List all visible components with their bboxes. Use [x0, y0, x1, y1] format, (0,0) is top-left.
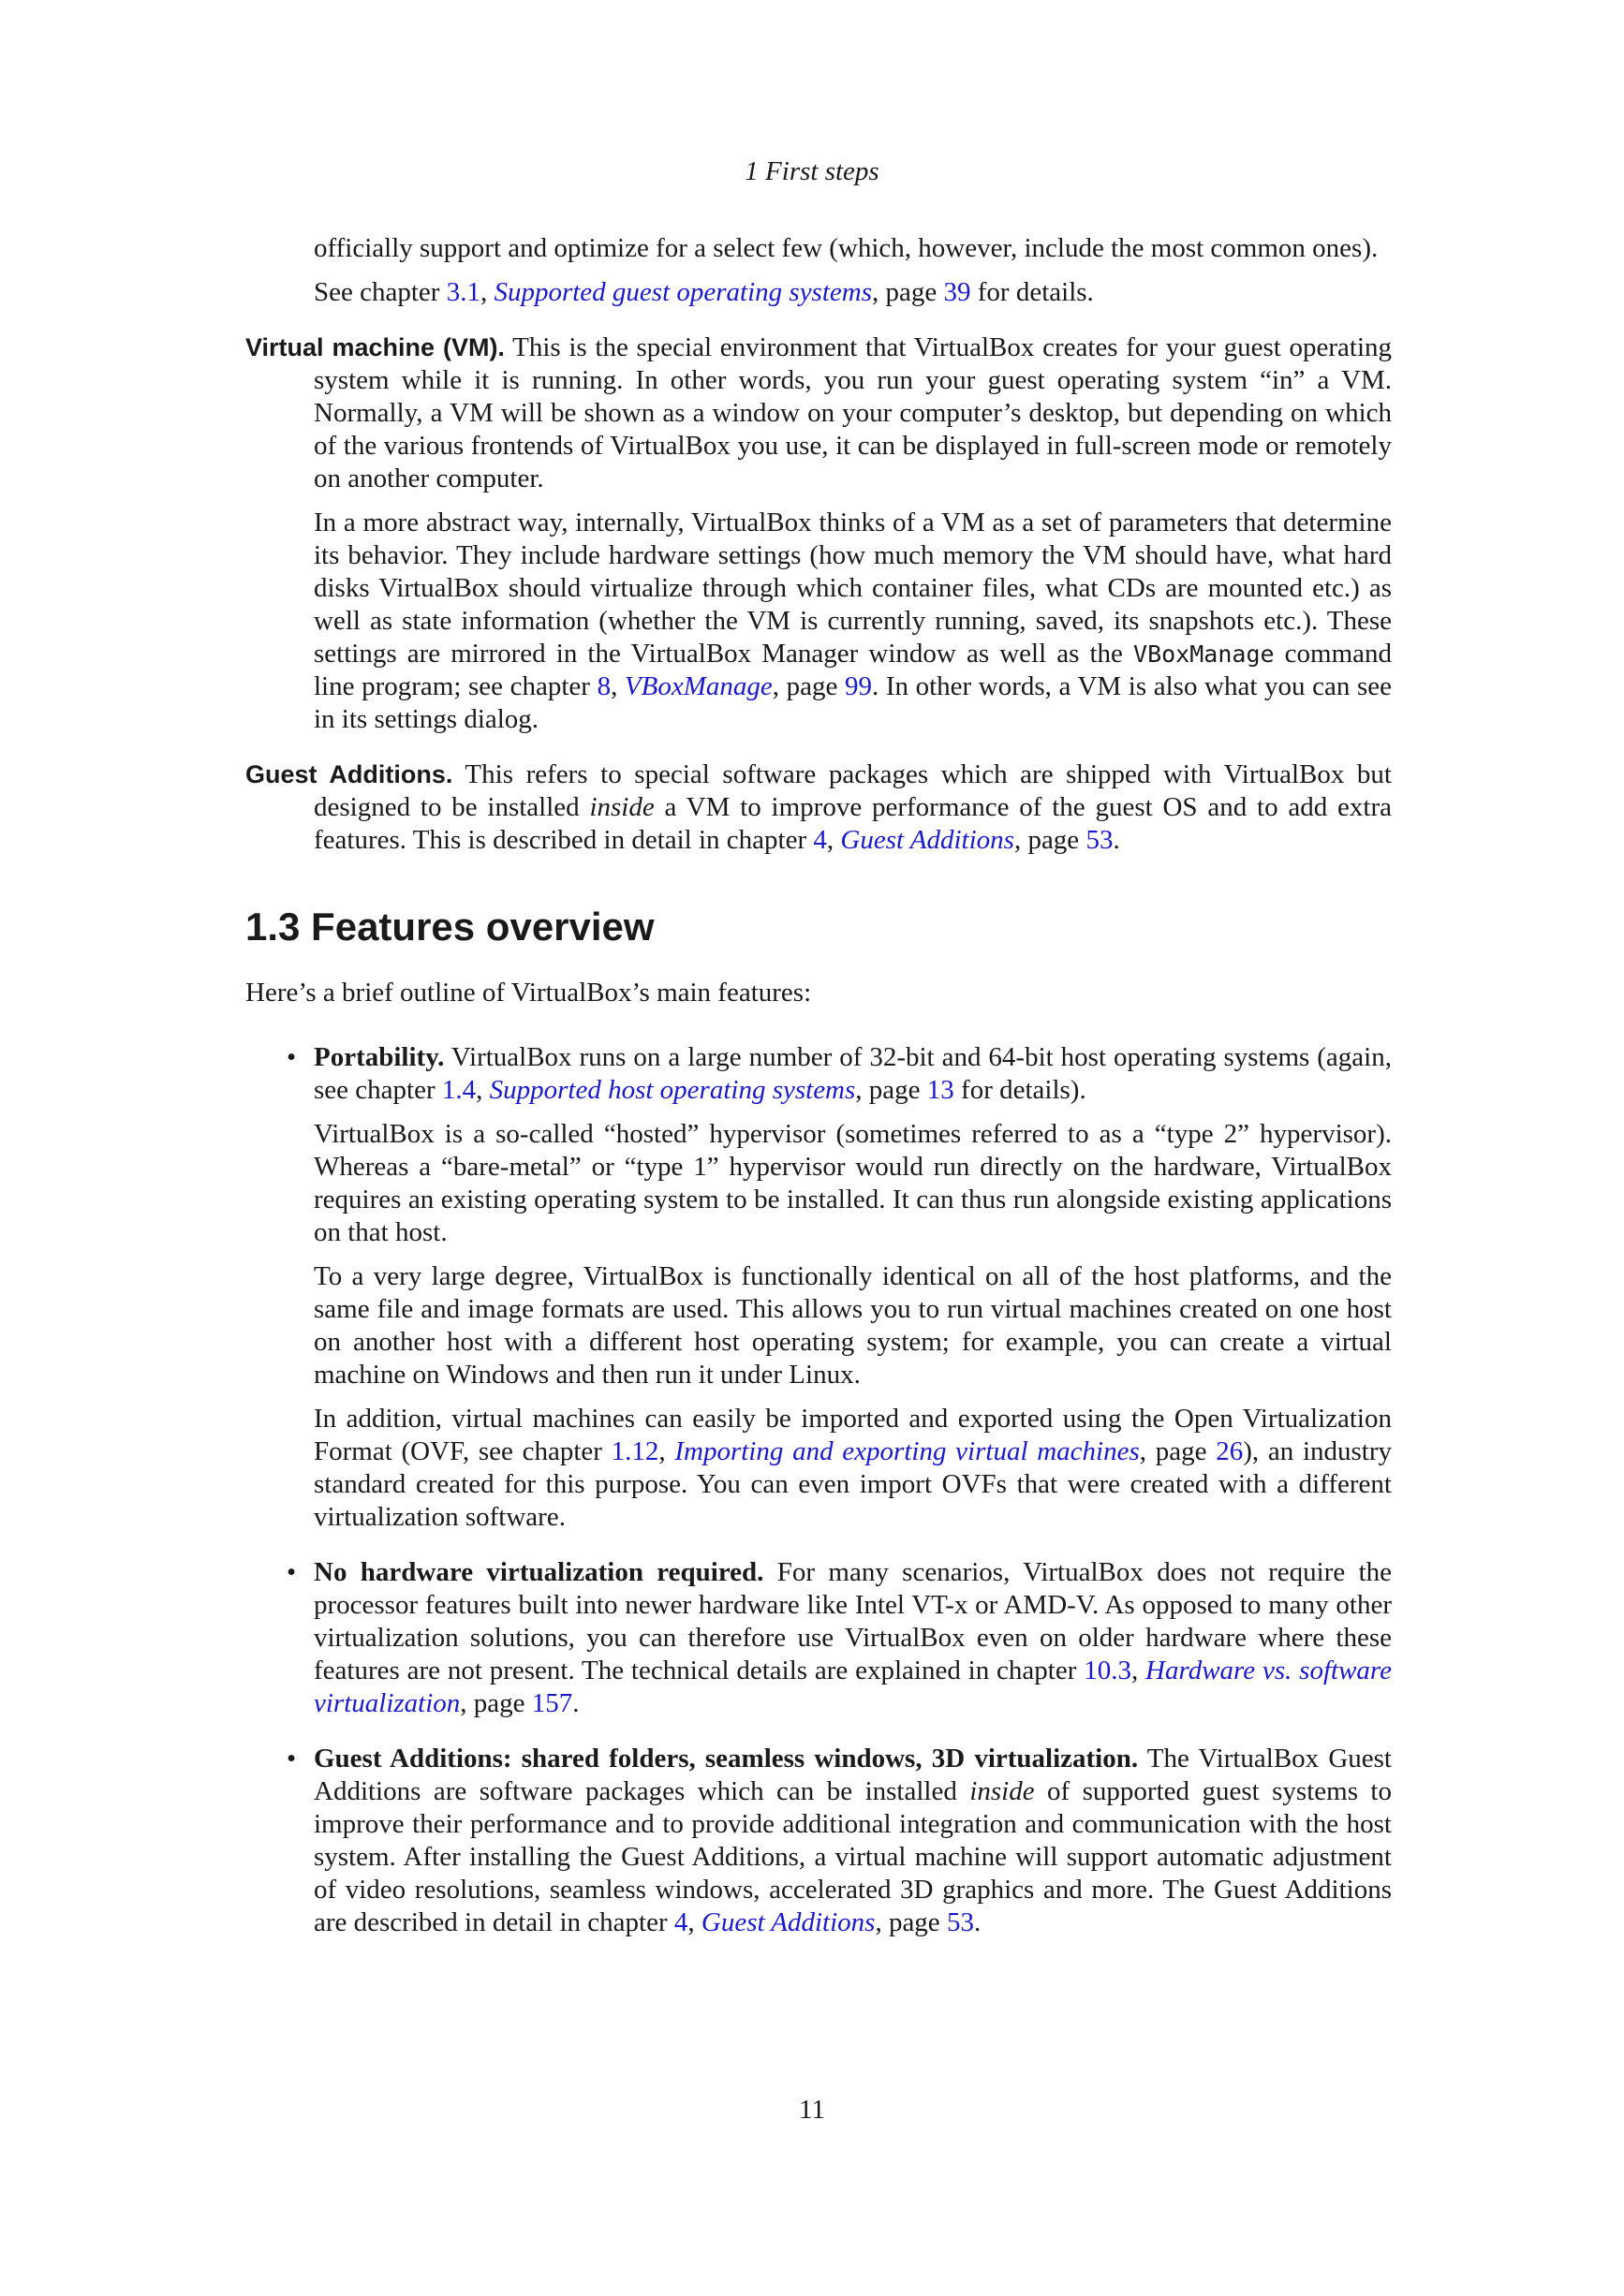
- paragraph-text: For many scenarios, VirtualBox does not require the processor features built into newer hardware like Intel VT-x or AMD-V. As opposed to many other virtualization solutions, you can therefore use VirtualBox even on older hardware where these features are not present. The technical details are explained in chapter: [314, 1557, 1392, 1685]
- section-heading: 1.3 Features overview: [245, 905, 655, 949]
- xref-chapter-4[interactable]: 4: [813, 825, 827, 855]
- xref-chapter-3-1[interactable]: 3.1: [446, 277, 480, 307]
- vm-abstract-paragraph: [314, 507, 1392, 736]
- lead-portability: Portability.: [314, 1042, 445, 1072]
- paragraph-text: In a more abstract way, internally, VirtualBox thinks of a VM as a set of parameters that determine its behavior. They include hardware settings (how much memory the VM should have, what hard disks VirtualBox should virtualize through which container files, what CDs are mounted etc.) as well as state information (whether the VM is currently running, saved, its snapshots etc.). These settings are mirrored in the VirtualBox Manager window as well as the: [314, 508, 1392, 669]
- code-vboxmanage: VBoxManage: [1133, 640, 1275, 668]
- guest-additions-paragraph: [314, 1743, 1392, 1939]
- xref-title-supported-guest-os[interactable]: Supported guest operating systems: [494, 277, 873, 307]
- separator: ,: [476, 1075, 490, 1105]
- paragraph-text: ), an industry standard created for this purpose. You can even import OVFs that were created with a different virtualization software.: [314, 1436, 1393, 1532]
- paragraph-text: VirtualBox runs on a large number of 32-bit and 64-bit host operating systems (again, see chapter: [314, 1042, 1392, 1105]
- punctuation: .: [1113, 825, 1120, 855]
- paragraph-text: for details).: [953, 1075, 1086, 1105]
- separator: ,: [658, 1436, 675, 1466]
- definition-text: This is the special environment that VirtualBox creates for your guest operating system while it is running. In other words, you run your guest operating system “in” a VM. Normally, a VM will be shown as a window on your computer’s desktop, but depending on which of the various frontends of VirtualBox you use, it can be displayed in full-screen mode or remotely on another computer.: [314, 332, 1393, 493]
- page-number: 11: [799, 2095, 825, 2125]
- emphasis: inside: [969, 1776, 1035, 1806]
- page-prefix: , page: [772, 671, 845, 701]
- separator: ,: [611, 671, 625, 701]
- xref-chapter-4[interactable]: 4: [673, 1907, 688, 1937]
- separator: ,: [687, 1907, 701, 1937]
- xref-title-guest-additions[interactable]: Guest Additions: [840, 825, 1014, 855]
- xref-title-importing-exporting[interactable]: Importing and exporting virtual machines: [674, 1436, 1140, 1466]
- xref-title-vboxmanage[interactable]: VBoxManage: [624, 671, 773, 701]
- xref-page-53[interactable]: 53: [946, 1907, 974, 1937]
- paragraph-text: of supported guest systems to improve their performance and to provide additional integration and communication with the host system. After installing the Guest Additions, a virtual machine will support automatic adjustment of video resolutions, seamless windows, accelerated 3D graphics and more. The Guest Additions are described in detail in chapter: [314, 1776, 1392, 1937]
- definition-virtual-machine: [245, 331, 1392, 495]
- term-guest-additions: Guest Additions.: [245, 760, 453, 788]
- xref-chapter-1-12[interactable]: 1.12: [611, 1436, 659, 1466]
- separator: ,: [826, 825, 841, 855]
- definition-guest-additions: [245, 758, 1392, 857]
- xref-page-39[interactable]: 39: [943, 277, 971, 307]
- xref-page-157[interactable]: 157: [531, 1688, 573, 1718]
- xref-page-53[interactable]: 53: [1085, 825, 1114, 855]
- bullet-icon: •: [287, 1042, 297, 1072]
- xref-chapter-8[interactable]: 8: [597, 671, 612, 701]
- lead-guest-additions: Guest Additions: shared folders, seamless windows, 3D virtualization.: [314, 1744, 1139, 1774]
- portability-paragraph-2: VirtualBox is a so-called “hosted” hypervisor (sometimes referred to as a “type 2” hypervisor). Whereas a “bare-metal” or “type 1” hypervisor would run directly on the hardware, VirtualBox requires an existing operating system to be installed. It can thus run alongside existing applications on that host.: [314, 1119, 1392, 1247]
- list-item-portability: [245, 1041, 1392, 1534]
- punctuation: .: [973, 1907, 982, 1937]
- xref-page-99[interactable]: 99: [844, 671, 872, 701]
- intro-paragraph: officially support and optimize for a select few (which, however, include the most common ones).: [314, 233, 1379, 263]
- intro-block: [314, 232, 1392, 309]
- portability-paragraph-4: [314, 1403, 1392, 1534]
- definition-text: This refers to special software packages which are shipped with VirtualBox but designed to be installed: [314, 759, 1392, 822]
- separator: ,: [480, 277, 495, 307]
- list-item-no-hardware-virtualization: [245, 1556, 1392, 1720]
- separator: ,: [1130, 1656, 1146, 1685]
- running-header: 1 First steps: [745, 156, 879, 186]
- page-prefix: , page: [1013, 825, 1086, 855]
- xref-chapter-10-3[interactable]: 10.3: [1084, 1656, 1131, 1685]
- xref-page-13[interactable]: 13: [926, 1075, 954, 1105]
- paragraph-text: The VirtualBox Guest Additions are software packages which can be installed: [314, 1744, 1392, 1806]
- page-prefix: , page: [855, 1075, 927, 1105]
- see-also-suffix: for details.: [970, 277, 1094, 307]
- no-hw-paragraph: [314, 1556, 1392, 1720]
- page-prefix: , page: [872, 277, 944, 307]
- paragraph-text: In addition, virtual machines can easily be imported and exported using the Open Virtualization Format (OVF, see chapter: [314, 1404, 1392, 1466]
- features-list: [245, 1041, 1392, 1939]
- punctuation: .: [572, 1688, 580, 1718]
- emphasis: inside: [589, 792, 655, 822]
- paragraph-text: command line program; see chapter: [314, 639, 1393, 701]
- see-also-paragraph: [314, 276, 1392, 309]
- page-body: [245, 232, 1392, 1939]
- page-prefix: , page: [875, 1907, 947, 1937]
- xref-title-hw-vs-sw-virtualization[interactable]: Hardware vs. software virtualization: [314, 1656, 1392, 1718]
- page-prefix: , page: [1139, 1436, 1217, 1466]
- paragraph-text: . In other words, a VM is also what you can see in its settings dialog.: [314, 671, 1393, 734]
- portability-paragraph-3: To a very large degree, VirtualBox is functionally identical on all of the host platforms, and the same file and image formats are used. This allows you to run virtual machines created on one host on another host with a different host operating system; for example, you can create a virtual machine on Windows and then run it under Linux.: [314, 1261, 1392, 1390]
- list-item-guest-additions: [245, 1743, 1392, 1939]
- xref-title-guest-additions[interactable]: Guest Additions: [701, 1907, 876, 1937]
- xref-page-26[interactable]: 26: [1216, 1436, 1244, 1466]
- bullet-icon: •: [287, 1557, 297, 1587]
- page-prefix: , page: [460, 1688, 532, 1718]
- see-also-text: See chapter: [314, 277, 447, 307]
- lead-no-hardware: No hardware virtualization required.: [314, 1557, 764, 1587]
- portability-paragraph-1: [314, 1041, 1392, 1107]
- bullet-icon: •: [287, 1744, 297, 1774]
- term-virtual-machine: Virtual machine (VM).: [245, 333, 505, 361]
- section-intro: Here’s a brief outline of VirtualBox’s main features:: [245, 978, 812, 1008]
- xref-chapter-1-4[interactable]: 1.4: [441, 1075, 477, 1105]
- definition-text: a VM to improve performance of the guest OS and to add extra features. This is described in detail in chapter: [314, 792, 1392, 855]
- xref-title-supported-host-os[interactable]: Supported host operating systems: [489, 1075, 856, 1105]
